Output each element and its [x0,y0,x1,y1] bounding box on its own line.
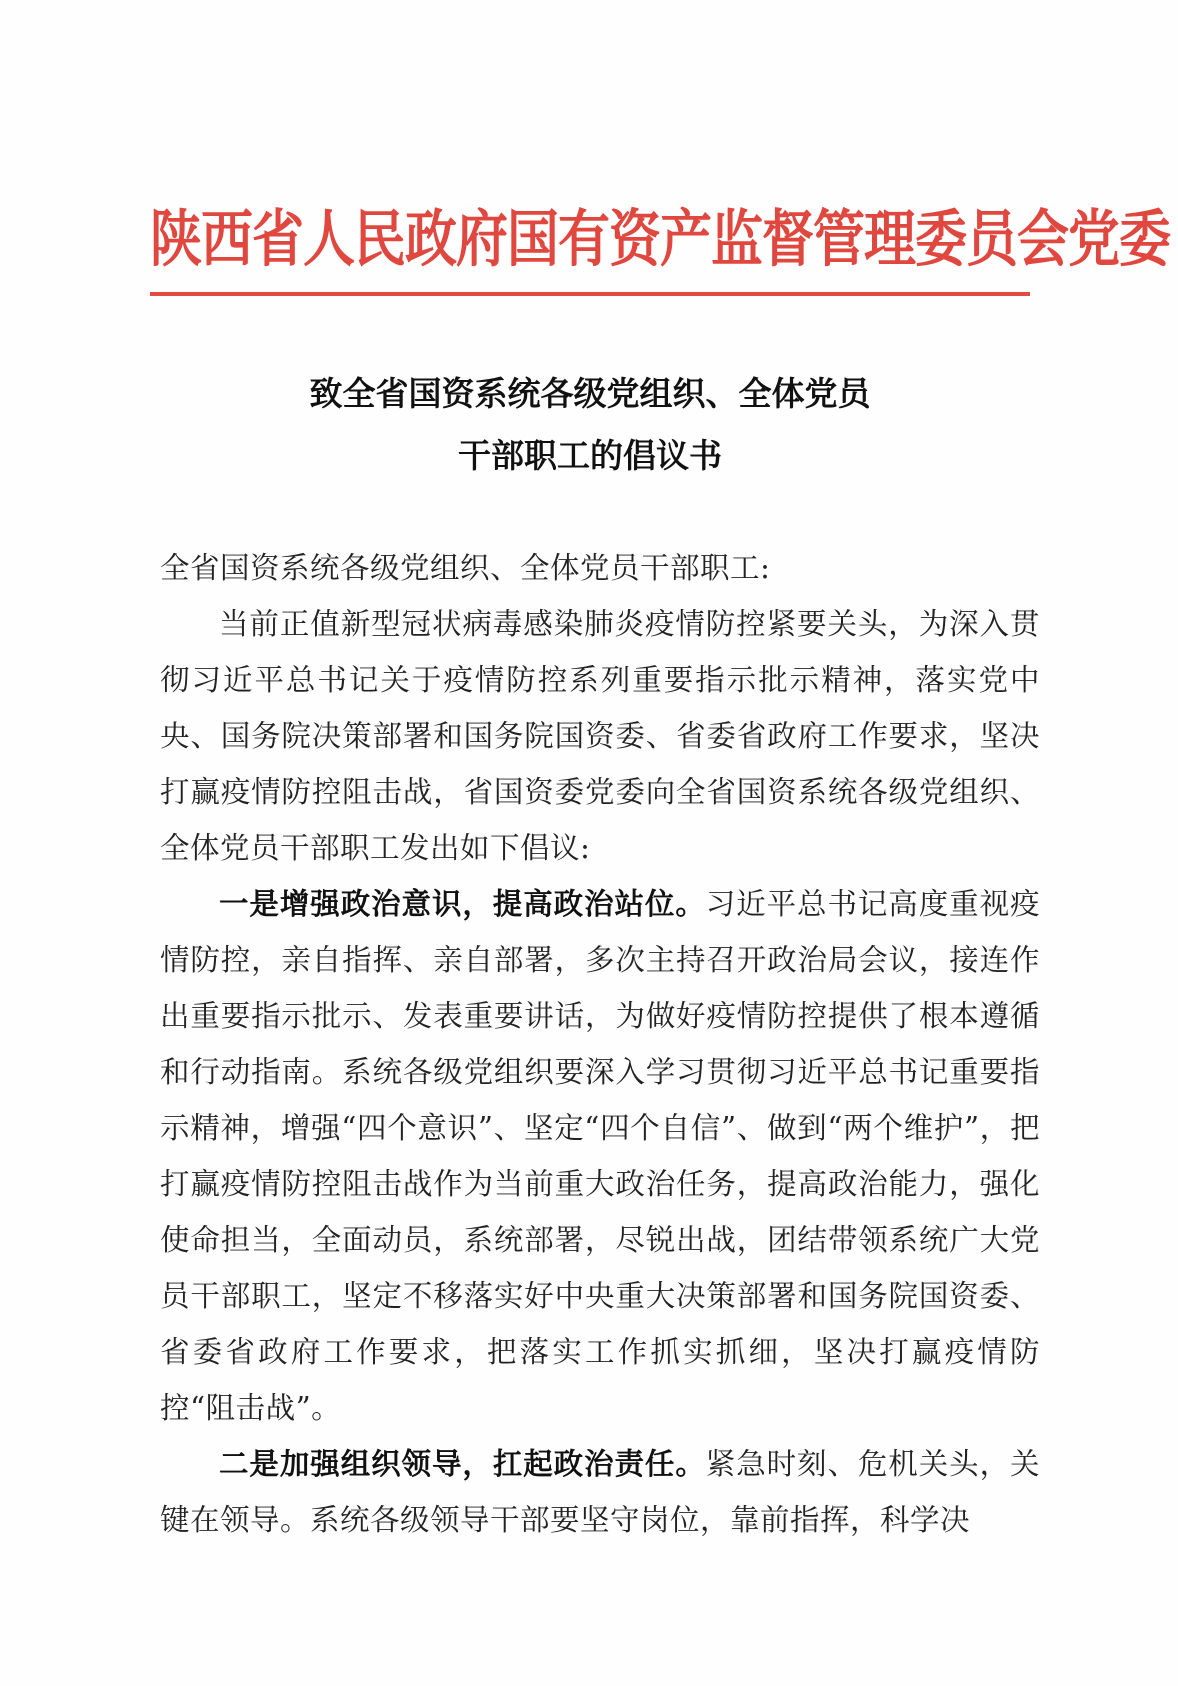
point-1-paragraph [160,876,1040,1436]
intro-paragraph: 当前正值新型冠状病毒感染肺炎疫情防控紧要关头，为深入贯彻习近平总书记关于疫情防控系列重要指示批示精神，落实党中央、国务院决策部署和国务院国资委、省委省政府工作要求，坚决打赢疫情防控阻击战，省国资委党委向全省国资系统各级党组织、全体党员干部职工发出如下倡议: [160,607,1040,865]
point-1-text: 习近平总书记高度重视疫情防控，亲自指挥、亲自部署，多次主持召开政治局会议，接连作出重要指示批示、发表重要讲话，为做好疫情防控提供了根本遵循和行动指南。系统各级党组织要深入学习贯彻习近平总书记重要指示精神，增强“四个意识”、坚定“四个自信”、做到“两个维护”，把打赢疫情防控阻击战作为当前重大政治任务，提高政治能力，强化使命担当，全面动员，系统部署，尽锐出战，团结带领系统广大党员干部职工，坚定不移落实好中央重大决策部署和国务院国资委、省委省政府工作要求，把落实工作抓实抓细，坚决打赢疫情防控“阻击战”。 [160,887,1040,1425]
letterhead-red-rule [150,292,1030,296]
point-2-text: 紧急时刻、危机关头，关键在领导。系统各级领导干部要坚守岗位，靠前指挥，科学决 [160,1447,1040,1537]
document-body [160,540,1040,1548]
salutation: 全省国资系统各级党组织、全体党员干部职工: [160,551,771,585]
point-2-paragraph [160,1436,1040,1548]
document-title-line-2: 干部职工的倡议书 [458,436,722,475]
point-2-heading: 二是加强组织领导，扛起政治责任。 [219,1446,706,1481]
point-1-heading: 一是增强政治意识，提高政治站位。 [219,886,706,921]
document-title-line-1: 致全省国资系统各级党组织、全体党员 [309,374,871,413]
letterhead-org-name: 陕西省人民政府国有资产监督管理委员会党委 [150,203,1171,276]
